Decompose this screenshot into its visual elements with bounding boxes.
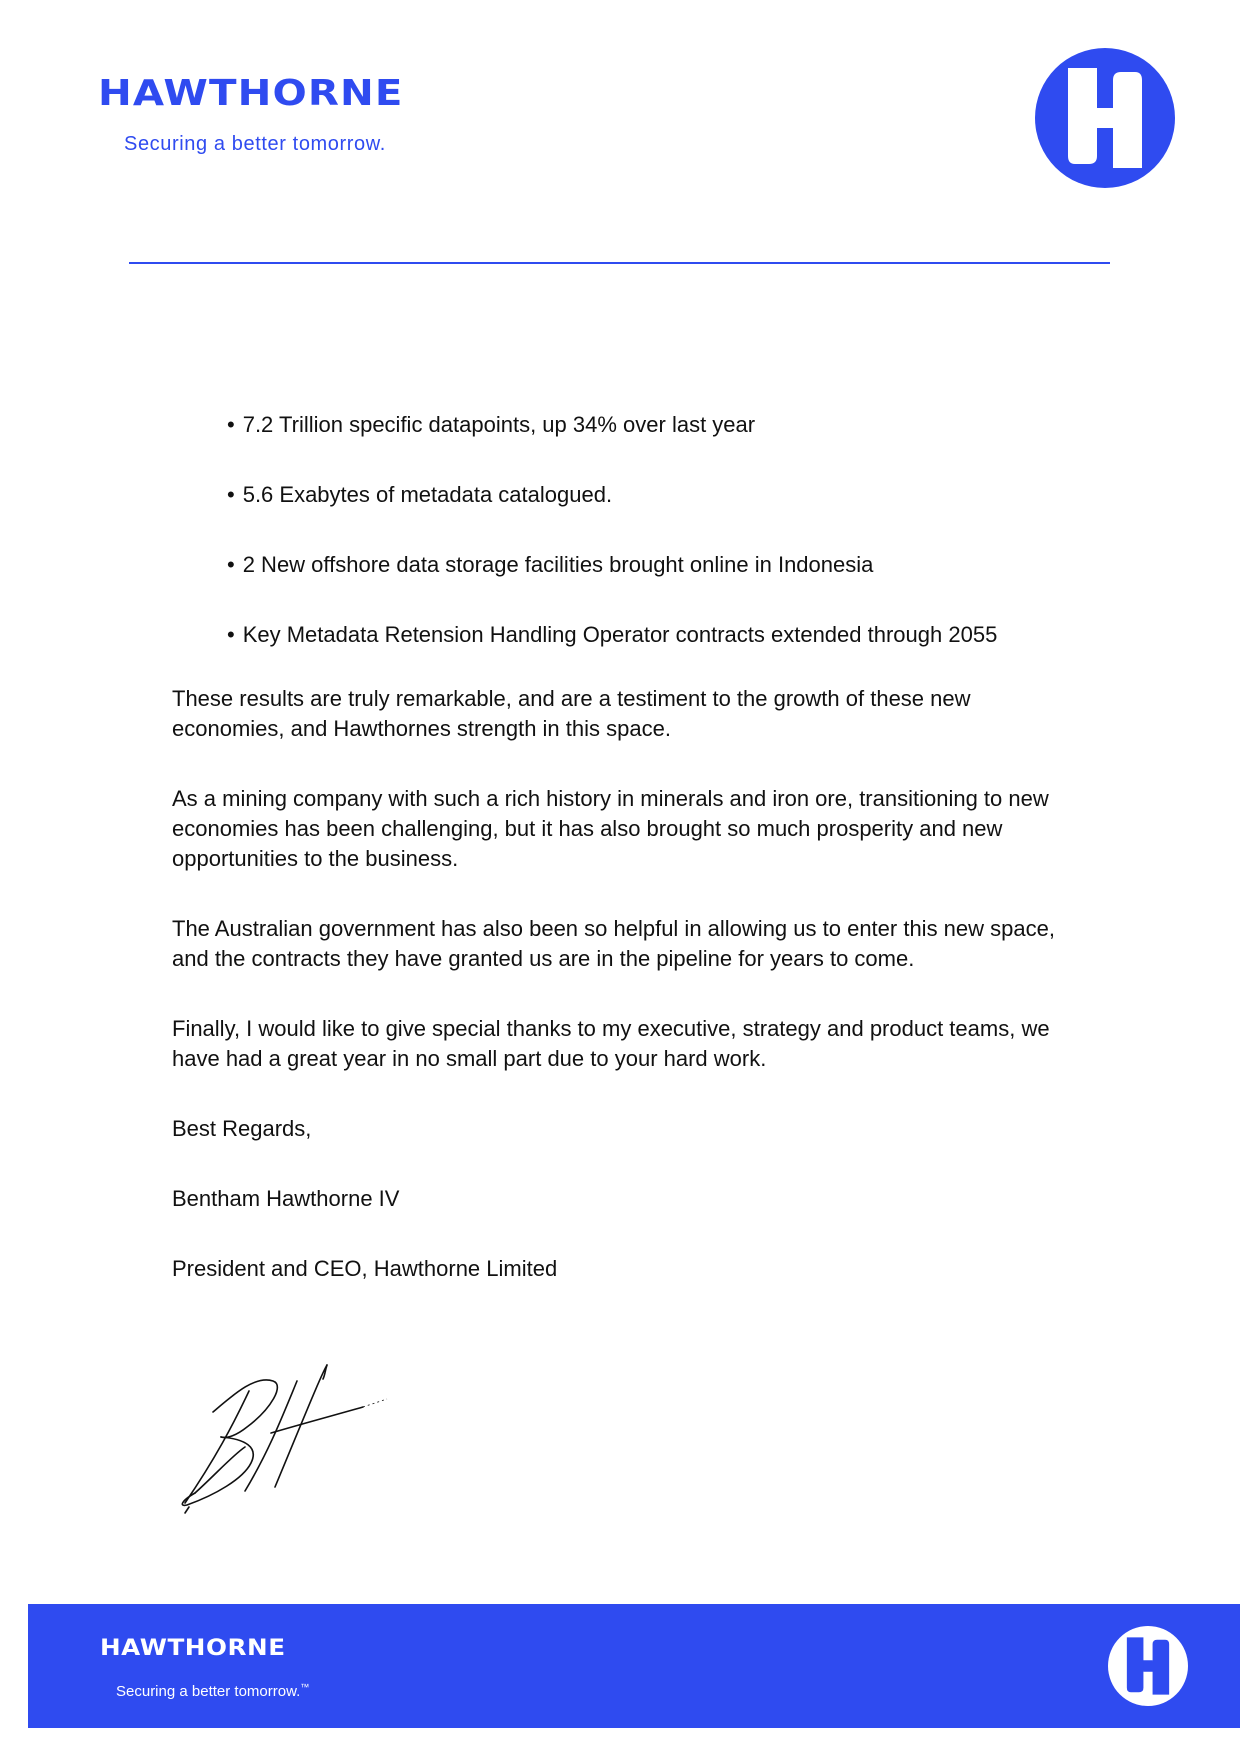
footer-band bbox=[28, 1604, 1240, 1728]
paragraph-thanks: Finally, I would like to give special thanks to my executive, strategy and product teams, we have had a great year in no small part due to your hard work. bbox=[172, 1016, 1050, 1071]
trademark-mark: ™ bbox=[300, 1682, 310, 1692]
letter-body bbox=[172, 410, 1072, 1324]
header-divider bbox=[129, 262, 1110, 264]
closing: Best Regards, bbox=[172, 1116, 312, 1141]
signer-title: President and CEO, Hawthorne Limited bbox=[172, 1256, 558, 1281]
footer-tagline bbox=[116, 1682, 309, 1700]
handwritten-signature bbox=[175, 1355, 435, 1535]
list-item: • 7.2 Trillion specific datapoints, up 34% over last year bbox=[227, 410, 1072, 440]
paragraph-government: The Australian government has also been so helpful in allowing us to enter this new space, and the contracts they have granted us are in the pipeline for years to come. bbox=[172, 916, 1055, 971]
footer-tagline-text: Securing a better tomorrow. bbox=[116, 1683, 301, 1700]
footer-wordmark: HAWTHORNE bbox=[100, 1636, 286, 1661]
brand-wordmark: HAWTHORNE bbox=[98, 73, 404, 114]
paragraph-history: As a mining company with such a rich history in minerals and iron ore, transitioning to new economies has been challenging, but it has also brought so much prosperity and new opportunities to the business. bbox=[172, 786, 1049, 871]
list-item: • 5.6 Exabytes of metadata catalogued. bbox=[227, 480, 1072, 510]
signer-name: Bentham Hawthorne IV bbox=[172, 1186, 400, 1211]
list-item: • Key Metadata Retension Handling Operator contracts extended through 2055 bbox=[227, 620, 1072, 650]
hawthorne-logo-icon bbox=[1108, 1626, 1188, 1706]
list-item: • 2 New offshore data storage facilities brought online in Indonesia bbox=[227, 550, 1072, 580]
results-list bbox=[172, 410, 1072, 650]
hawthorne-logo-icon bbox=[1035, 48, 1175, 188]
paragraph-results: These results are truly remarkable, and are a testiment to the growth of these new economies, and Hawthornes strength in this space. bbox=[172, 686, 971, 741]
brand-tagline: Securing a better tomorrow. bbox=[124, 133, 386, 155]
